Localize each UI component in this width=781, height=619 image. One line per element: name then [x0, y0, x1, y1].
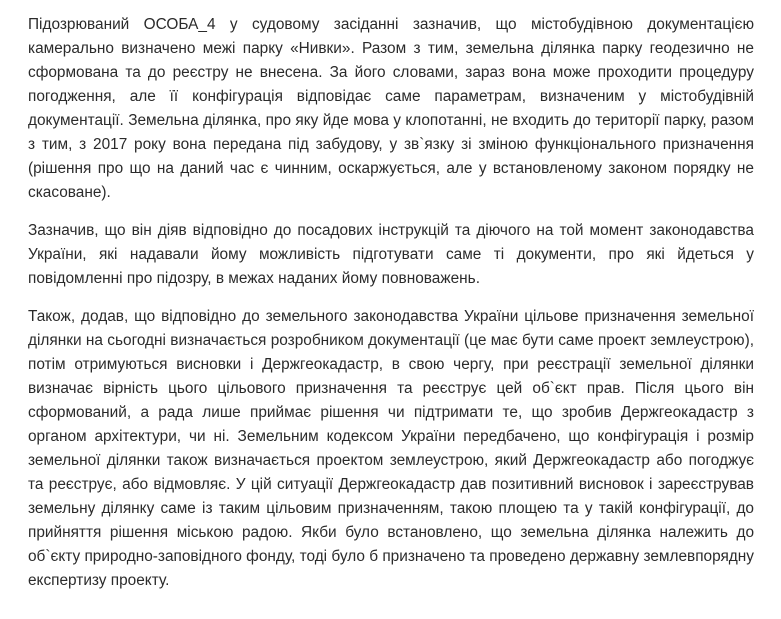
paragraph-land-legislation: Також, додав, що відповідно до земельного законодавства України цільове призначення земельної ділянки на сьогодні визначається розробником документації (це має бути саме проект землеустрою), потім отримуються висновки і Держгеокадастр, в свою чергу, при реєстрації земельної ділянки визначає вірність цього цільового призначення та реєструє цей об`єкт прав. Після цього він сформований, а рада лише приймає рішення чи підтримати те, що зробив Держгеокадастр з органом архітектури, чи ні. Земельним кодексом України передбачено, що конфігурація і розмір земельної ділянки також визначається проектом землеустрою, який Держгеокадастр або погоджує та реєструє, або відмовляє. У цій ситуації Держгеокадастр дав позитивний висновок і зареєстрував земельну ділянку саме із таким цільовим призначенням, такою площею та у такій конфігурації, до прийняття рішення міською радою. Якби було встановлено, що земельна ділянка належить до об`єкту природно-заповідного фонду, тоді було б призначено та проведено державну землевпорядну експертизу проекту.: [28, 308, 754, 589]
paragraph-official-duties: Зазначив, що він діяв відповідно до посадових інструкцій та діючого на той момент законодавства України, які надавали йому можливість підготувати саме ті документи, про які йдеться у повідомленні про підозру, в межах наданих йому повноважень.: [28, 222, 754, 287]
paragraph-suspect-statement: Підозрюваний ОСОБА_4 у судовому засіданні зазначив, що містобудівною документацією камерально визначено межі парку «Нивки». Разом з тим, земельна ділянка парку геодезично не сформована та до реєстру не внесена. За його словами, зараз вона може проходити процедуру погодження, але її конфігурація відповідає саме параметрам, визначеним у містобудівній документації. Земельна ділянка, про яку йде мова у клопотанні, не входить до території парку, разом з тим, з 2017 року вона передана під забудову, у зв`язку зі зміною функціонального призначення (рішення про що на даний час є чинним, оскаржується, але у встановленому законом порядку не скасоване).: [28, 16, 754, 201]
